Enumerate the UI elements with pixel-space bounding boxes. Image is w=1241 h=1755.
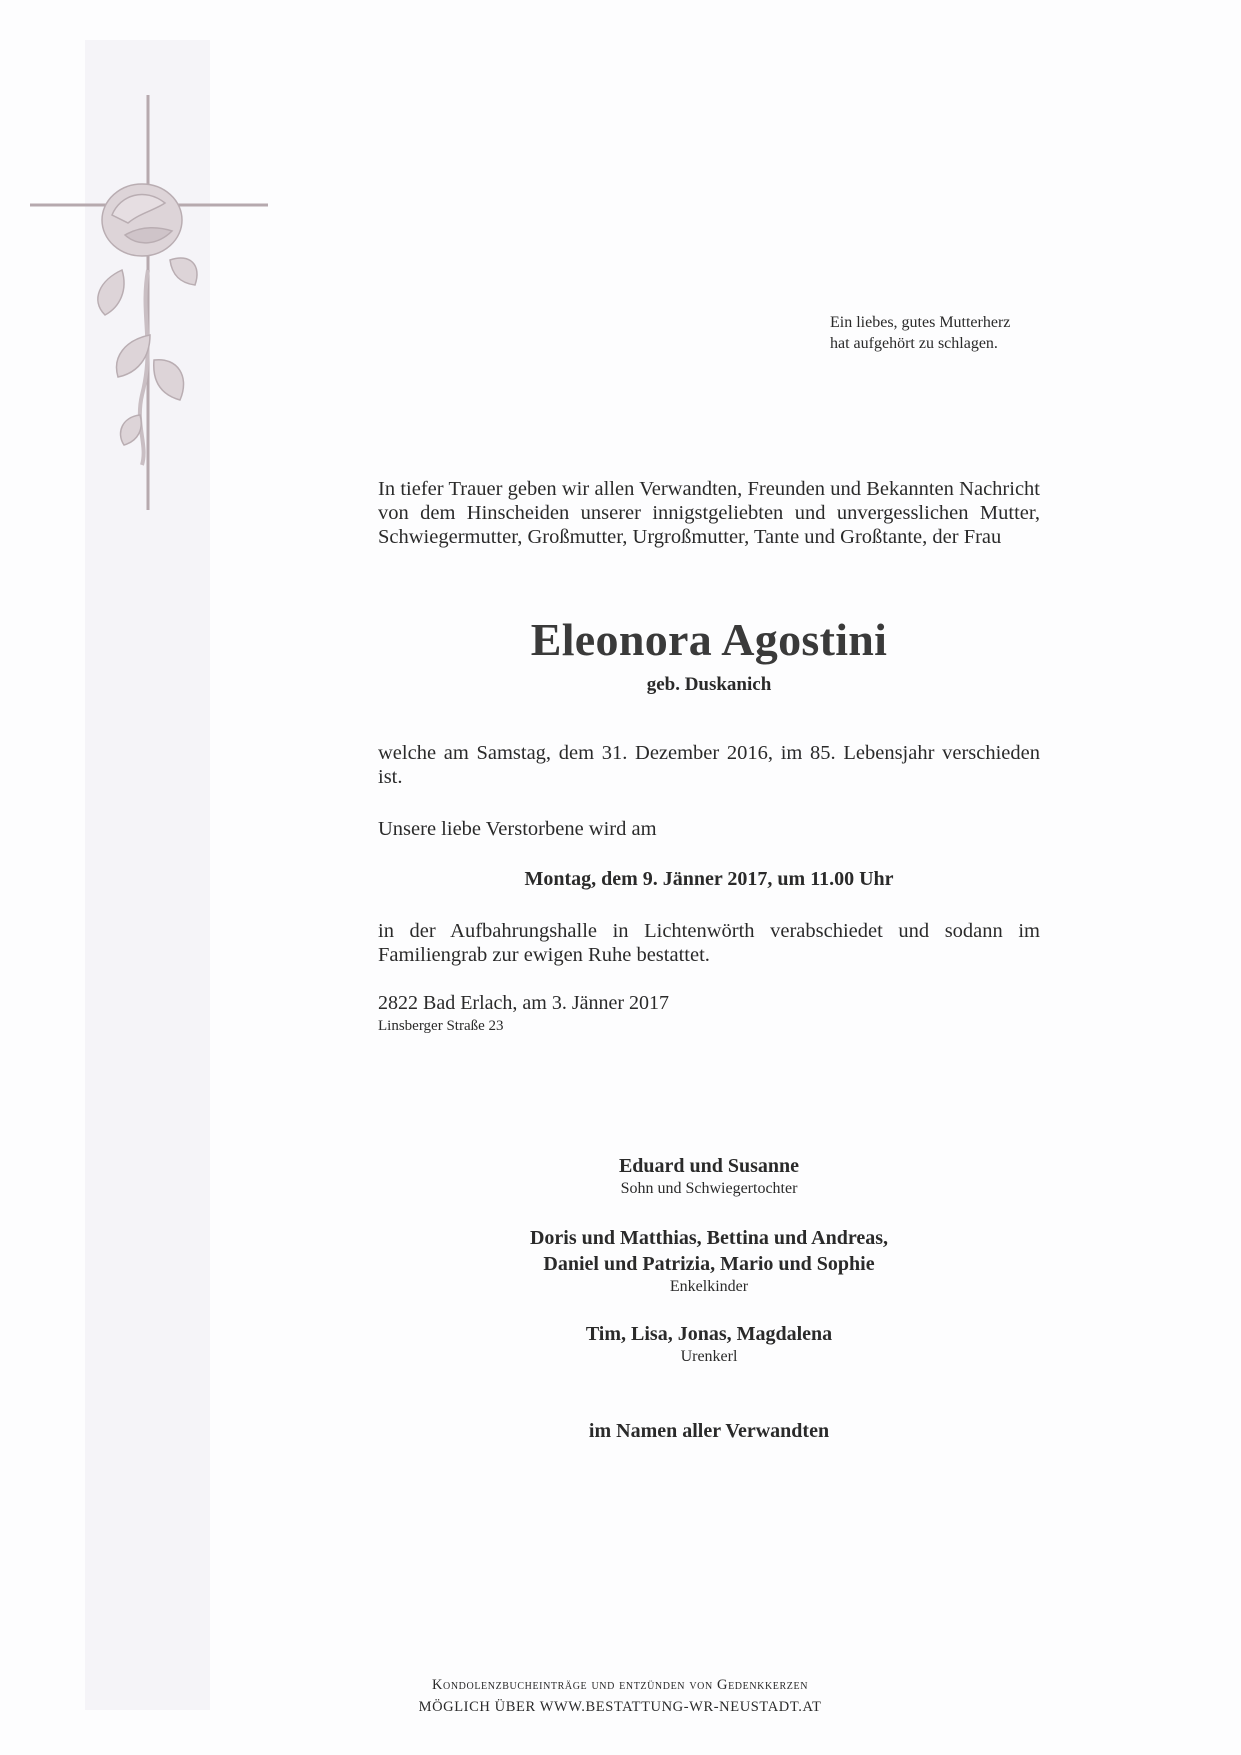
farewell-intro-text: Unsere liebe Verstorbene wird am <box>378 818 657 840</box>
motto <box>830 312 1010 354</box>
mourner-names: Eduard und Susanne <box>618 1155 800 1177</box>
motto-line-1: Ein liebes, gutes Mutterherz <box>830 314 1011 331</box>
death-notice-paragraph <box>378 741 1040 789</box>
deceased-name: Eleonora Agostini <box>530 614 888 665</box>
mourner-relation: Urenkerl <box>680 1348 738 1365</box>
cross-with-rose-icon <box>30 95 270 515</box>
ceremony-date: Montag, dem 9. Jänner 2017, um 11.00 Uhr <box>524 868 894 890</box>
footer-notice <box>320 1674 920 1718</box>
motto-line-2: hat aufgehört zu schlagen. <box>830 335 998 352</box>
footer-line-2: MÖGLICH ÜBER WWW.BESTATTUNG-WR-NEUSTADT.AT <box>418 1699 822 1715</box>
mourner-names: Doris und Matthias, Bettina und Andreas, <box>529 1227 889 1249</box>
mourner-names: Daniel und Patrizia, Mario und Sophie <box>543 1253 875 1275</box>
mourner-group-1 <box>378 1153 1040 1199</box>
footer-line-1: Kondolenzbucheinträge und entzünden von Gedenkkerzen <box>431 1677 809 1693</box>
mourner-names: Tim, Lisa, Jonas, Magdalena <box>585 1323 833 1345</box>
intro-paragraph <box>378 477 1040 549</box>
deceased-maiden-name: geb. Duskanich <box>646 674 772 695</box>
mourner-group-2 <box>378 1225 1040 1297</box>
mourner-group-3 <box>378 1321 1040 1367</box>
closing-line: im Namen aller Verwandten <box>588 1420 830 1442</box>
death-notice-text: welche am Samstag, dem 31. Dezember 2016, im 85. Lebensjahr verschieden ist. <box>378 742 1040 788</box>
place-and-date: 2822 Bad Erlach, am 3. Jänner 2017 <box>378 992 670 1014</box>
farewell-intro-paragraph <box>378 817 1040 841</box>
burial-paragraph <box>378 919 1040 967</box>
burial-text: in der Aufbahrungshalle in Lichtenwörth verabschiedet und sodann im Familiengrab zur ewigen Ruhe bestattet. <box>378 920 1040 966</box>
mourner-relation: Enkelkinder <box>669 1278 749 1295</box>
deceased-block <box>378 613 1040 696</box>
mourner-relation: Sohn und Schwiegertochter <box>620 1180 798 1197</box>
intro-text: In tiefer Trauer geben wir allen Verwandten, Freunden und Bekannten Nachricht von dem Hinscheiden unserer innigstgeliebten und unvergesslichen Mutter, Schwiegermutter, Großmutter, Urgroßmutter, Tante und Großtante, der Frau <box>378 478 1040 548</box>
street-address: Linsberger Straße 23 <box>378 1018 504 1034</box>
